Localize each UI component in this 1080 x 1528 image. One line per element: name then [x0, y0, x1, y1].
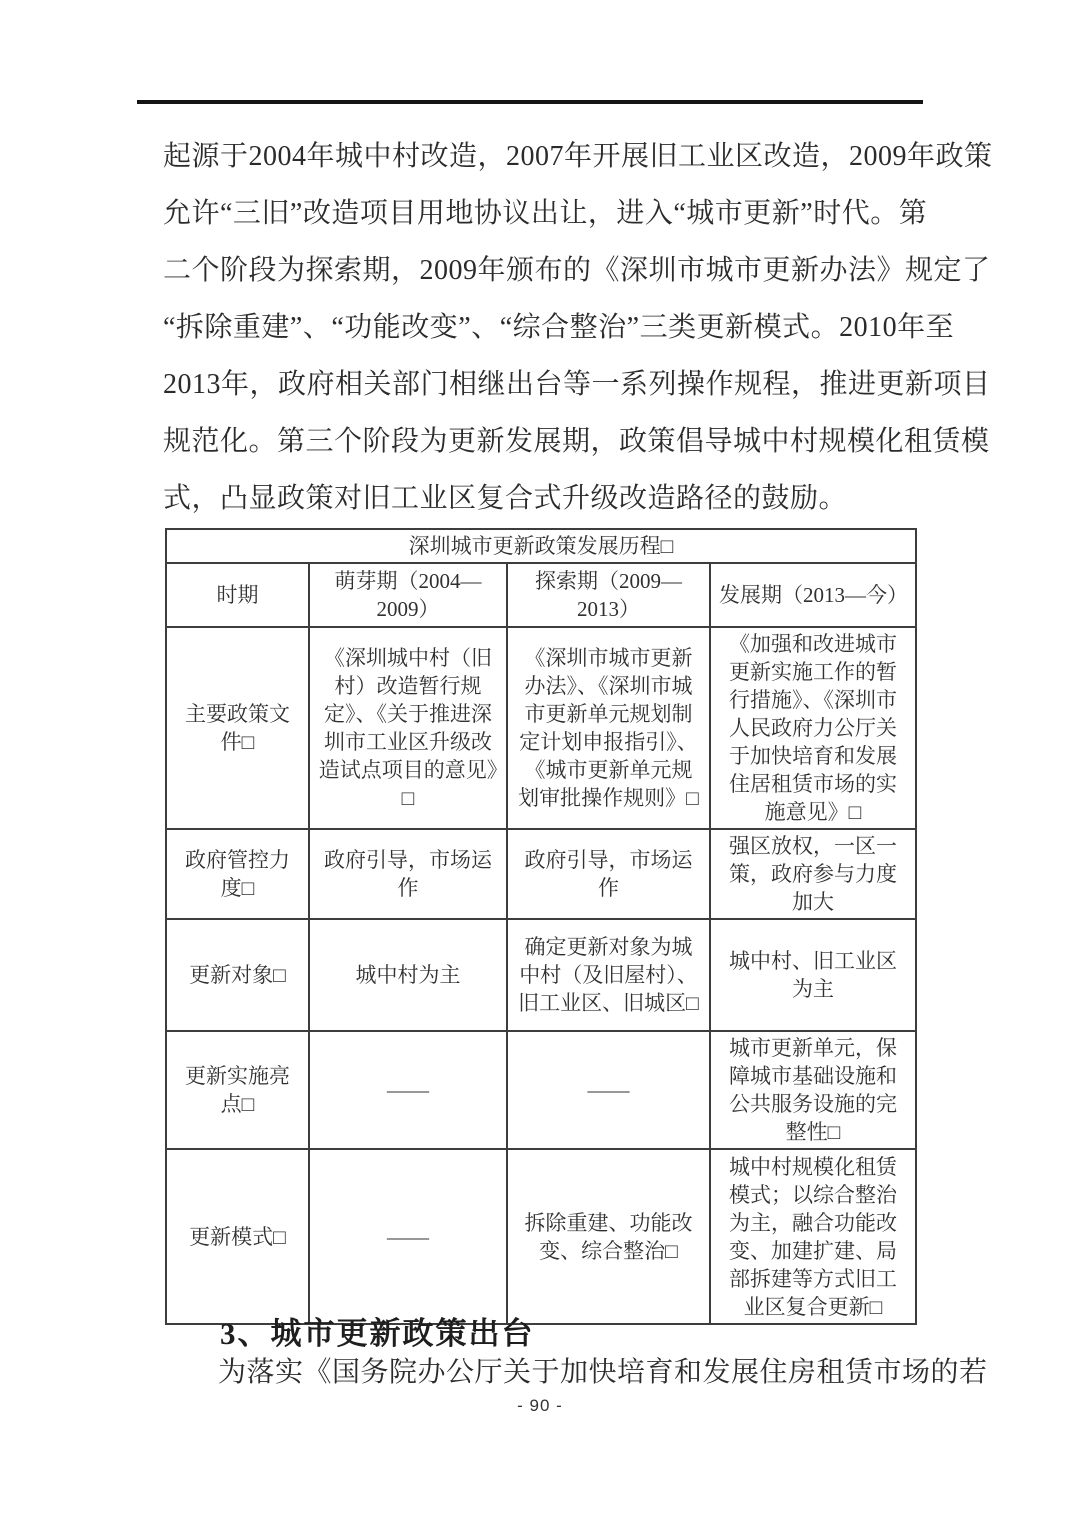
paragraph-line: 规范化。第三个阶段为更新发展期，政策倡导城中村规模化租赁模: [163, 426, 990, 457]
row-label: 更新实施亮点□: [166, 1031, 309, 1149]
table-cell: 城中村规模化租赁模式；以综合整治为主，融合功能改变、加建扩建、局部拆建等方式旧工业区复合更新□: [710, 1149, 916, 1324]
table-cell: 《深圳市城市更新办法》、《深圳市城市更新单元规划制定计划申报指引》、《城市更新单元规划审批操作规则》□: [507, 627, 710, 829]
table-cell: ——: [309, 1149, 507, 1324]
paragraph-line: 二个阶段为探索期，2009年颁布的《深圳市城市更新办法》规定了: [163, 255, 991, 286]
table-cell: 强区放权，一区一策，政府参与力度加大: [710, 829, 916, 919]
paragraph-line: 2013年，政府相关部门相继出台等一系列操作规程，推进更新项目: [163, 369, 991, 400]
row-label: 政府管控力度□: [166, 829, 309, 919]
table-cell: 《加强和改进城市更新实施工作的暂行措施》、《深圳市人民政府力公厅关于加快培育和发展住居租赁市场的实施意见》□: [710, 627, 916, 829]
table-cell: ——: [507, 1031, 710, 1149]
column-header-development: 发展期（2013—今）: [710, 563, 916, 627]
row-label: 更新对象□: [166, 919, 309, 1031]
table-row: [166, 627, 916, 829]
table-cell: 拆除重建、功能改变、综合整治□: [507, 1149, 710, 1324]
table-cell: 城市更新单元，保障城市基础设施和公共服务设施的完整性□: [710, 1031, 916, 1149]
table-cell: 政府引导，市场运作: [507, 829, 710, 919]
row-label: 主要政策文件□: [166, 627, 309, 829]
table-title-row: [166, 529, 916, 563]
table-row: [166, 1149, 916, 1324]
table-cell: 《深圳城中村（旧村）改造暂行规定》、《关于推进深圳市工业区升级改造试点项目的意见》□: [309, 627, 507, 829]
column-header-exploration: 探索期（2009—2013）: [507, 563, 710, 627]
page-number: - 90 -: [517, 1396, 563, 1415]
table-cell: 城中村为主: [309, 919, 507, 1031]
paragraph-line: “拆除重建”、“功能改变”、“综合整治”三类更新模式。2010年至: [163, 312, 955, 343]
table-header-row: [166, 563, 916, 627]
table-cell: 城中村、旧工业区为主: [710, 919, 916, 1031]
header-rule: [137, 100, 923, 104]
next-paragraph: 为落实《国务院办公厅关于加快培育和发展住房租赁市场的若: [218, 1357, 988, 1388]
body-paragraph: [163, 128, 993, 527]
column-header-germination: 萌芽期（2004—2009）: [309, 563, 507, 627]
section-heading: 3、城市更新政策出台: [220, 1316, 535, 1351]
table-cell: 确定更新对象为城中村（及旧屋村）、旧工业区、旧城区□: [507, 919, 710, 1031]
policy-history-table: [165, 528, 917, 1325]
table-cell: 政府引导，市场运作: [309, 829, 507, 919]
table-title: 深圳城市更新政策发展历程□: [166, 529, 916, 563]
table-row: [166, 919, 916, 1031]
row-label: 更新模式□: [166, 1149, 309, 1324]
table-cell: ——: [309, 1031, 507, 1149]
table-row: [166, 1031, 916, 1149]
paragraph-line: 允许“三旧”改造项目用地协议出让，进入“城市更新”时代。第: [163, 198, 928, 229]
column-header-period: 时期: [166, 563, 309, 627]
paragraph-line: 式，凸显政策对旧工业区复合式升级改造路径的鼓励。: [163, 483, 848, 514]
paragraph-line: 起源于2004年城中村改造，2007年开展旧工业区改造，2009年政策: [163, 141, 993, 172]
table-row: [166, 829, 916, 919]
